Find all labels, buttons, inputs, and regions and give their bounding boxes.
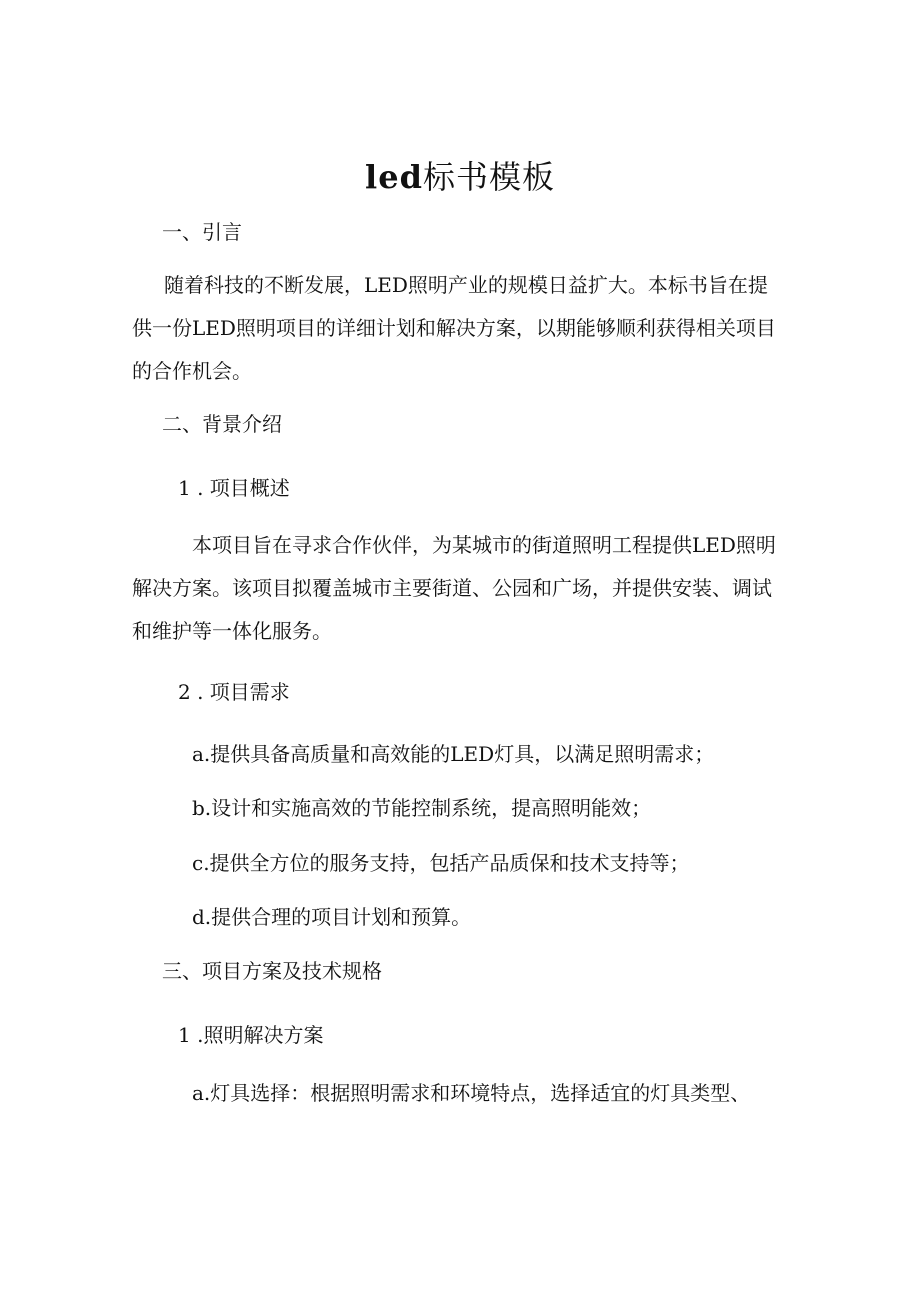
title-latin: led	[365, 158, 423, 196]
paragraph-line: 本项目旨在寻求合作伙伴，为某城市的街道照明工程提供LED照明	[192, 533, 776, 557]
requirement-item-b: b.设计和实施高效的节能控制系统，提高照明能效；	[192, 796, 652, 820]
section-3-heading: 三、项目方案及技术规格	[162, 959, 382, 983]
section-2-2-heading: 2 . 项目需求	[178, 680, 290, 704]
paragraph-line: 的合作机会。	[132, 359, 252, 383]
document-title	[0, 155, 920, 199]
requirement-item-a: a.提供具备高质量和高效能的LED灯具，以满足照明需求；	[192, 742, 715, 766]
paragraph-line: 和维护等一体化服务。	[132, 619, 332, 643]
paragraph-line: 供一份LED照明项目的详细计划和解决方案，以期能够顺利获得相关项目	[132, 316, 776, 340]
section-1-heading: 一、引言	[162, 220, 242, 244]
solution-item-a: a.灯具选择：根据照明需求和环境特点，选择适宜的灯具类型、	[192, 1081, 751, 1105]
section-2-1-paragraph	[132, 524, 792, 653]
section-1-paragraph	[132, 264, 792, 393]
section-2-1-heading: 1 . 项目概述	[178, 476, 290, 500]
title-chinese: 标书模板	[422, 158, 555, 196]
paragraph-line: 随着科技的不断发展，LED照明产业的规模日益扩大。本标书旨在提	[164, 273, 768, 297]
section-3-1-heading: 1 .照明解决方案	[178, 1023, 324, 1047]
requirement-item-d: d.提供合理的项目计划和预算。	[192, 905, 472, 929]
paragraph-line: 解决方案。该项目拟覆盖城市主要街道、公园和广场，并提供安装、调试	[132, 576, 772, 600]
requirement-item-c: c.提供全方位的服务支持，包括产品质保和技术支持等；	[192, 851, 690, 875]
section-2-heading: 二、背景介绍	[162, 412, 282, 436]
